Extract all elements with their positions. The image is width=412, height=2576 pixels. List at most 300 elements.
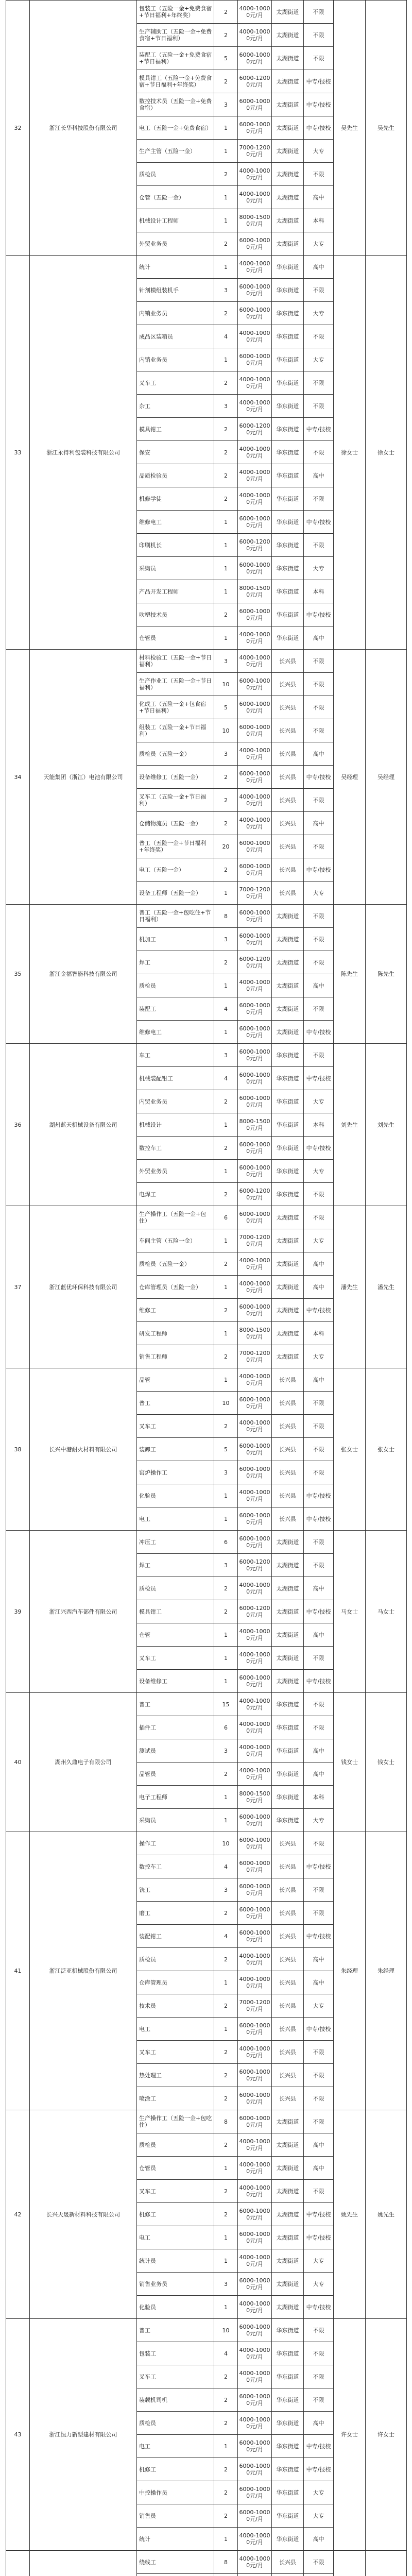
- job-headcount: 2: [214, 1762, 238, 1786]
- job-headcount: 3: [214, 279, 238, 302]
- job-position: 叉车工: [137, 2365, 214, 2388]
- job-location: 太湖街道: [272, 232, 304, 256]
- job-education: 中专/技校: [304, 1137, 334, 1160]
- table-row: [6, 650, 407, 673]
- job-location: 太湖街道: [272, 974, 304, 997]
- job-location: 华东街道: [272, 603, 304, 626]
- job-location: 长兴县: [272, 1994, 304, 2018]
- job-headcount: 4: [214, 325, 238, 348]
- job-headcount: 2: [214, 766, 238, 789]
- job-position: 印刷机长: [137, 534, 214, 557]
- company-contact-2: 吴经理: [366, 650, 407, 905]
- job-headcount: 1: [214, 1276, 238, 1299]
- job-headcount: 3: [214, 2273, 238, 2296]
- job-education: 不限: [304, 325, 334, 348]
- job-location: 华东街道: [272, 348, 304, 371]
- job-salary: 6000-10000元/月: [238, 858, 272, 882]
- job-education: 大专: [304, 2481, 334, 2504]
- company-contact-2: 朱经理: [366, 1832, 407, 2110]
- job-position: 采购员: [137, 1809, 214, 1832]
- job-education: 高中: [304, 2133, 334, 2157]
- job-education: 中专/技校: [304, 2203, 334, 2226]
- job-location: 长兴县: [272, 1855, 304, 1878]
- job-headcount: 5: [214, 47, 238, 70]
- job-location: 华东街道: [272, 1183, 304, 1206]
- job-education: 不限: [304, 1716, 334, 1739]
- company-contact-2: 陈先生: [366, 905, 407, 1044]
- company-contact: 朱经理: [334, 1832, 366, 2110]
- job-salary: 6000-10000元/月: [238, 1902, 272, 1925]
- job-position: 插件工: [137, 1716, 214, 1739]
- job-location: 长兴县: [272, 1902, 304, 1925]
- job-headcount: 2: [214, 858, 238, 882]
- job-headcount: 10: [214, 1832, 238, 1855]
- job-headcount: 4: [214, 997, 238, 1021]
- job-headcount: 2: [214, 1, 238, 24]
- company-contact: 徐女士: [334, 256, 366, 650]
- company-contact-2: [366, 2551, 407, 2576]
- job-salary: 4000-10000元/月: [238, 1948, 272, 1971]
- company-contact: 刘先生: [334, 1044, 366, 1206]
- job-position: 电工（五险一金+免费食宿）: [137, 116, 214, 140]
- job-location: 长兴县: [272, 2087, 304, 2110]
- table-row: [6, 1, 407, 24]
- job-position: 杂工: [137, 395, 214, 418]
- job-salary: 6000-10000元/月: [238, 47, 272, 70]
- job-salary: 4000-10000元/月: [238, 256, 272, 279]
- job-headcount: 2: [214, 2133, 238, 2157]
- job-location: 太湖街道: [272, 2249, 304, 2273]
- job-position: 普工（五险一金+包吃住+节日福利）: [137, 905, 214, 928]
- job-location: 华东街道: [272, 302, 304, 325]
- job-salary: 6000-10000元/月: [238, 1670, 272, 1693]
- job-position: 生产辅助工（五险一金+免费食宿+节日福利）: [137, 24, 214, 47]
- job-headcount: 2: [214, 1090, 238, 1113]
- job-education: 中专/技校: [304, 70, 334, 93]
- job-salary: 4000-10000元/月: [238, 395, 272, 418]
- job-education: 不限: [304, 1554, 334, 1577]
- job-headcount: 6: [214, 1206, 238, 1229]
- job-headcount: 2: [214, 487, 238, 511]
- job-location: 华东街道: [272, 371, 304, 395]
- job-headcount: 1: [214, 2528, 238, 2551]
- job-location: 华东街道: [272, 2365, 304, 2388]
- job-headcount: 2: [214, 464, 238, 487]
- job-location: 长兴县: [272, 1368, 304, 1392]
- job-location: 华东街道: [272, 487, 304, 511]
- job-salary: 6000-12000元/月: [238, 1600, 272, 1623]
- job-salary: 6000-10000元/月: [238, 696, 272, 719]
- job-salary: 6000-12000元/月: [238, 951, 272, 974]
- job-position: 操作工: [137, 1832, 214, 1855]
- job-location: 长兴县: [272, 2041, 304, 2064]
- job-position: 模具钳工（五险一金+免费食宿+节日福利+年终奖）: [137, 70, 214, 93]
- company-number: 43: [6, 2319, 30, 2551]
- job-location: 太湖街道: [272, 1623, 304, 1647]
- company-contact: [334, 2551, 366, 2576]
- job-location: 华东街道: [272, 1739, 304, 1762]
- job-education: 不限: [304, 789, 334, 812]
- job-headcount: 15: [214, 1693, 238, 1716]
- job-position: 化成工（五险一金+包食宿+节日福利）: [137, 696, 214, 719]
- job-salary: 6000-12000元/月: [238, 70, 272, 93]
- job-education: 中专/技校: [304, 1855, 334, 1878]
- job-salary: 4000-10000元/月: [238, 1484, 272, 1507]
- job-headcount: 2: [214, 1600, 238, 1623]
- job-position: 仓管: [137, 1623, 214, 1647]
- job-salary: 6000-10000元/月: [238, 1392, 272, 1415]
- job-position: 焊工: [137, 951, 214, 974]
- job-headcount: 1: [214, 1786, 238, 1809]
- job-education: 不限: [304, 395, 334, 418]
- job-headcount: [214, 2574, 238, 2576]
- job-education: 中专/技校: [304, 93, 334, 116]
- job-headcount: 2: [214, 1415, 238, 1438]
- company-contact-2: 张女士: [366, 1368, 407, 1531]
- job-headcount: 1: [214, 1647, 238, 1670]
- company-contact: 潘先生: [334, 1206, 366, 1368]
- job-education: 高中: [304, 974, 334, 997]
- job-salary: 6000-12000元/月: [238, 1554, 272, 1577]
- job-headcount: 1: [214, 882, 238, 905]
- job-salary: 6000-10000元/月: [238, 1438, 272, 1461]
- job-location: 长兴县: [272, 882, 304, 905]
- job-location: 华东街道: [272, 2528, 304, 2551]
- job-salary: 8000-15000元/月: [238, 1322, 272, 1345]
- job-location: 华东街道: [272, 2319, 304, 2342]
- job-location: 华东街道: [272, 256, 304, 279]
- job-education: 中专/技校: [304, 858, 334, 882]
- job-education: 高中: [304, 1577, 334, 1600]
- job-education: 不限: [304, 1693, 334, 1716]
- job-position: 设备工程师（五险一金）: [137, 882, 214, 905]
- job-salary: 6000-10000元/月: [238, 997, 272, 1021]
- table-row: [6, 256, 407, 279]
- job-salary: 6000-10000元/月: [238, 2458, 272, 2481]
- company-contact-2: 吴先生: [366, 1, 407, 256]
- job-education: 大专: [304, 1090, 334, 1113]
- job-location: 太湖街道: [272, 209, 304, 232]
- job-salary: 4000-10000元/月: [238, 371, 272, 395]
- job-position: 普工: [137, 2319, 214, 2342]
- job-location: 太湖街道: [272, 93, 304, 116]
- job-location: 太湖街道: [272, 1276, 304, 1299]
- job-headcount: 2: [214, 1252, 238, 1276]
- job-education: 不限: [304, 951, 334, 974]
- job-salary: 6000-12000元/月: [238, 534, 272, 557]
- job-position: 生产作业工（五险一金+节日福利）: [137, 673, 214, 696]
- job-salary: 4000-10000元/月: [238, 1276, 272, 1299]
- job-headcount: 1: [214, 1368, 238, 1392]
- job-position: 机加工: [137, 928, 214, 951]
- job-salary: 6000-10000元/月: [238, 1044, 272, 1067]
- job-position: 数控车工: [137, 1137, 214, 1160]
- job-education: 中专/技校: [304, 1507, 334, 1531]
- job-position: 普工（五险一金+节日福利+年终奖）: [137, 835, 214, 858]
- job-position: 普工: [137, 1693, 214, 1716]
- job-education: 不限: [304, 1902, 334, 1925]
- job-education: 不限: [304, 928, 334, 951]
- job-location: 太湖街道: [272, 70, 304, 93]
- job-education: 高中: [304, 1252, 334, 1276]
- job-location: 太湖街道: [272, 163, 304, 186]
- job-salary: 4000-10000元/月: [238, 2528, 272, 2551]
- job-education: 中专/技校: [304, 766, 334, 789]
- table-row: [6, 2551, 407, 2574]
- job-salary: 6000-10000元/月: [238, 1137, 272, 1160]
- job-salary: 6000-10000元/月: [238, 1090, 272, 1113]
- job-headcount: 2: [214, 2041, 238, 2064]
- job-position: 设备维修工: [137, 1670, 214, 1693]
- job-headcount: 2: [214, 812, 238, 835]
- job-salary: 4000-10000元/月: [238, 163, 272, 186]
- job-position: 质检员: [137, 2133, 214, 2157]
- company-name: 浙江永得利包装科技有限公司: [30, 256, 137, 650]
- job-education: 不限: [304, 905, 334, 928]
- job-headcount: 10: [214, 1392, 238, 1415]
- company-name: 湖州久鼎电子有限公司: [30, 1693, 137, 1832]
- job-education: 高中: [304, 464, 334, 487]
- job-headcount: 1: [214, 580, 238, 603]
- table-row: [6, 905, 407, 928]
- job-headcount: 3: [214, 93, 238, 116]
- job-location: 太湖街道: [272, 1322, 304, 1345]
- job-salary: 4000-10000元/月: [238, 626, 272, 650]
- job-location: 华东街道: [272, 395, 304, 418]
- job-position: 研发工程师: [137, 1322, 214, 1345]
- job-location: 华东街道: [272, 279, 304, 302]
- job-headcount: 5: [214, 1438, 238, 1461]
- job-position: 模具钳工: [137, 418, 214, 441]
- job-headcount: 2: [214, 1345, 238, 1368]
- table-row: [6, 2110, 407, 2133]
- job-headcount: 2: [214, 603, 238, 626]
- job-headcount: 2: [214, 1902, 238, 1925]
- job-position: 叉车工: [137, 1647, 214, 1670]
- job-education: 不限: [304, 371, 334, 395]
- job-education: 不限: [304, 1, 334, 24]
- job-position: 绕线工: [137, 2551, 214, 2574]
- job-salary: 4000-10000元/月: [238, 441, 272, 464]
- company-number: 37: [6, 1206, 30, 1368]
- job-headcount: 1: [214, 2226, 238, 2249]
- job-headcount: 1: [214, 1229, 238, 1252]
- job-education: 中专/技校: [304, 1067, 334, 1090]
- job-education: 中专/技校: [304, 1925, 334, 1948]
- job-salary: 4000-10000元/月: [238, 1971, 272, 1994]
- job-salary: 4000-10000元/月: [238, 1368, 272, 1392]
- job-position: 机修工: [137, 2458, 214, 2481]
- job-education: 不限: [304, 719, 334, 742]
- job-position: 吹塑技术员: [137, 603, 214, 626]
- table-row: [6, 1044, 407, 1067]
- job-location: 华东街道: [272, 626, 304, 650]
- company-contact-2: 马女士: [366, 1531, 407, 1693]
- job-position: 铣工: [137, 1878, 214, 1902]
- job-salary: 6000-10000元/月: [238, 2435, 272, 2458]
- job-position: 质检员: [137, 2412, 214, 2435]
- job-salary: 7000-12000元/月: [238, 140, 272, 163]
- table-row: [6, 1531, 407, 1554]
- job-position: 叉车工: [137, 1415, 214, 1438]
- company-name: 浙江金福智能科技有限公司: [30, 905, 137, 1044]
- job-position: 叉车工: [137, 371, 214, 395]
- job-position: 电工: [137, 2226, 214, 2249]
- job-headcount: 4: [214, 1067, 238, 1090]
- job-education: [304, 2574, 334, 2576]
- job-education: 不限: [304, 1832, 334, 1855]
- job-location: 太湖街道: [272, 1206, 304, 1229]
- job-headcount: 1: [214, 2018, 238, 2041]
- job-education: 高中: [304, 812, 334, 835]
- job-location: 长兴县: [272, 1948, 304, 1971]
- job-headcount: 2: [214, 302, 238, 325]
- job-headcount: 2: [214, 163, 238, 186]
- job-salary: 4000-10000元/月: [238, 1716, 272, 1739]
- company-contact: 钱女士: [334, 1693, 366, 1832]
- job-position: 质检员: [137, 163, 214, 186]
- job-position: 电工: [137, 1507, 214, 1531]
- job-headcount: 3: [214, 650, 238, 673]
- table-row: [6, 1206, 407, 1229]
- job-headcount: 4: [214, 2342, 238, 2365]
- job-location: 长兴县: [272, 1971, 304, 1994]
- job-salary: 6000-10000元/月: [238, 2203, 272, 2226]
- company-number: 40: [6, 1693, 30, 1832]
- job-location: 太湖街道: [272, 1670, 304, 1693]
- job-salary: 6000-10000元/月: [238, 348, 272, 371]
- job-headcount: 10: [214, 2319, 238, 2342]
- job-salary: 4000-10000元/月: [238, 742, 272, 766]
- job-education: 高中: [304, 1739, 334, 1762]
- job-headcount: 2: [214, 1137, 238, 1160]
- job-location: 华东街道: [272, 325, 304, 348]
- job-position: 电子工程师: [137, 1786, 214, 1809]
- job-position: 普工: [137, 1392, 214, 1415]
- job-education: 大专: [304, 2249, 334, 2273]
- job-position: 车间主管（五险一金）: [137, 1229, 214, 1252]
- job-education: 高中: [304, 1276, 334, 1299]
- company-number: 41: [6, 1832, 30, 2110]
- job-location: 华东街道: [272, 1090, 304, 1113]
- table-row: [6, 1832, 407, 1855]
- job-salary: 4000-10000元/月: [238, 2365, 272, 2388]
- job-salary: 4000-10000元/月: [238, 464, 272, 487]
- job-salary: 8000-15000元/月: [238, 209, 272, 232]
- job-education: 不限: [304, 2551, 334, 2574]
- job-education: 中专/技校: [304, 2435, 334, 2458]
- job-education: 不限: [304, 163, 334, 186]
- job-education: 高中: [304, 1623, 334, 1647]
- company-name: [30, 2551, 137, 2576]
- job-headcount: 1: [214, 256, 238, 279]
- job-education: 高中: [304, 1971, 334, 1994]
- job-education: 中专/技校: [304, 1021, 334, 1044]
- job-headcount: 5: [214, 696, 238, 719]
- job-headcount: 2: [214, 789, 238, 812]
- job-position: 叉车工: [137, 2180, 214, 2203]
- job-headcount: 1: [214, 1113, 238, 1137]
- job-salary: 8000-15000元/月: [238, 580, 272, 603]
- job-position: 针剂模组装机手: [137, 279, 214, 302]
- job-salary: 6000-10000元/月: [238, 905, 272, 928]
- job-location: 华东街道: [272, 2458, 304, 2481]
- job-position: 保安: [137, 441, 214, 464]
- company-name: 长兴中港耐火材料有限公司: [30, 1368, 137, 1531]
- job-education: 不限: [304, 441, 334, 464]
- job-salary: 7000-12000元/月: [238, 1345, 272, 1368]
- company-name: 浙江兴西汽车部件有限公司: [30, 1531, 137, 1693]
- job-education: 不限: [304, 279, 334, 302]
- job-position: 机修学徒: [137, 487, 214, 511]
- job-position: 质检员: [137, 1948, 214, 1971]
- job-education: 高中: [304, 742, 334, 766]
- job-salary: 4000-10000元/月: [238, 1762, 272, 1786]
- job-headcount: 2: [214, 232, 238, 256]
- job-location: 长兴县: [272, 742, 304, 766]
- job-location: 华东街道: [272, 2435, 304, 2458]
- job-education: 中专/技校: [304, 2296, 334, 2319]
- job-headcount: 20: [214, 835, 238, 858]
- job-headcount: 3: [214, 928, 238, 951]
- job-salary: 4000-10000元/月: [238, 1647, 272, 1670]
- company-number: 32: [6, 1, 30, 256]
- job-salary: 6000-10000元/月: [238, 2018, 272, 2041]
- company-number: 39: [6, 1531, 30, 1693]
- job-position: 品管员: [137, 1762, 214, 1786]
- job-location: 华东街道: [272, 1067, 304, 1090]
- job-location: 华东街道: [272, 1716, 304, 1739]
- job-education: 不限: [304, 2388, 334, 2412]
- job-headcount: 1: [214, 1670, 238, 1693]
- job-position: 电工（五险一金）: [137, 858, 214, 882]
- job-headcount: 6: [214, 1531, 238, 1554]
- job-education: 不限: [304, 1044, 334, 1067]
- job-headcount: 1: [214, 1809, 238, 1832]
- job-position: 装配工: [137, 997, 214, 1021]
- job-position: 中控操作员: [137, 2481, 214, 2504]
- job-location: 太湖街道: [272, 1647, 304, 1670]
- job-position: 外贸业务员: [137, 232, 214, 256]
- job-salary: 6000-10000元/月: [238, 928, 272, 951]
- job-education: 大专: [304, 1160, 334, 1183]
- job-location: 华东街道: [272, 441, 304, 464]
- job-location: 长兴县: [272, 1832, 304, 1855]
- job-headcount: 6: [214, 1716, 238, 1739]
- job-education: 不限: [304, 673, 334, 696]
- job-headcount: 1: [214, 1021, 238, 1044]
- job-headcount: 1: [214, 2157, 238, 2180]
- job-headcount: 1: [214, 1971, 238, 1994]
- job-location: 长兴县: [272, 673, 304, 696]
- job-salary: 6000-10000元/月: [238, 2481, 272, 2504]
- job-position: 统计: [137, 256, 214, 279]
- job-education: 大专: [304, 2273, 334, 2296]
- company-contact-2: 钱女士: [366, 1693, 407, 1832]
- job-headcount: 1: [214, 1623, 238, 1647]
- job-salary: 8000-15000元/月: [238, 1786, 272, 1809]
- company-name: 浙江蓝优环保科技有限公司: [30, 1206, 137, 1368]
- job-salary: 6000-12000元/月: [238, 1183, 272, 1206]
- job-headcount: 2: [214, 2203, 238, 2226]
- job-location: 长兴县: [272, 1438, 304, 1461]
- job-headcount: 8: [214, 2551, 238, 2574]
- job-headcount: 3: [214, 395, 238, 418]
- job-location: 华东街道: [272, 1160, 304, 1183]
- job-salary: 4000-10000元/月: [238, 1415, 272, 1438]
- job-headcount: 1: [214, 1160, 238, 1183]
- job-position: 车工: [137, 1044, 214, 1067]
